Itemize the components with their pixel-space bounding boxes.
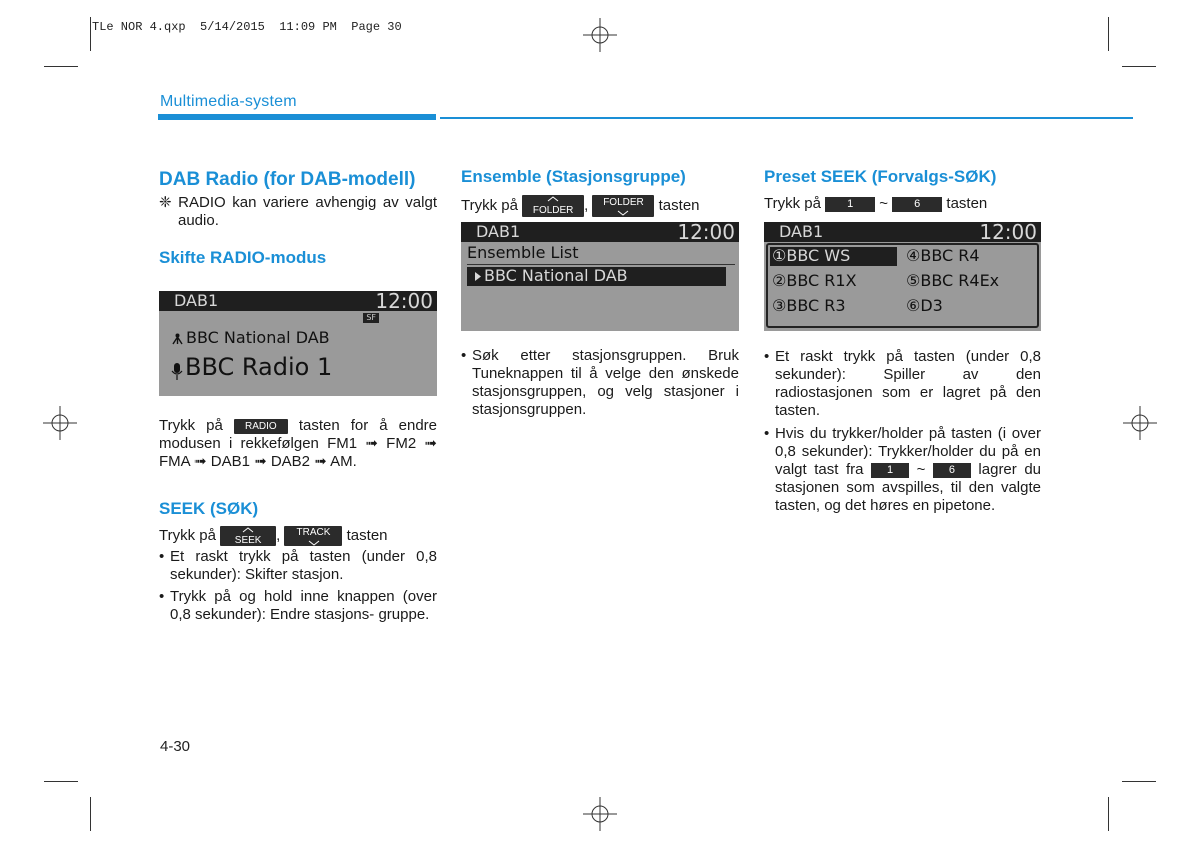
- preset-item[interactable]: ④BBC R4: [906, 246, 980, 265]
- seek-press-pre: Trykk på: [159, 526, 216, 544]
- crop-mark: [44, 781, 78, 782]
- preset-key-1-icon: 1: [825, 197, 875, 212]
- seek-section: [159, 498, 437, 624]
- column-2: [461, 166, 739, 217]
- crop-mark: [1108, 797, 1109, 831]
- preset-key-6-icon: 6: [933, 463, 971, 478]
- seek-press-line: [159, 526, 437, 546]
- chevron-down-icon: [617, 210, 629, 216]
- seek-bullet-2: [159, 588, 437, 624]
- seek-press-post: tasten: [346, 526, 388, 544]
- crop-mark: [90, 17, 91, 51]
- section-header: Multimedia-system: [160, 93, 297, 110]
- header-rule-thin: [440, 117, 1133, 119]
- folder-comma: ,: [584, 196, 589, 214]
- page-title: DAB Radio (for DAB-modell): [159, 169, 416, 190]
- preset-tilde: ~: [879, 195, 889, 212]
- preset-item[interactable]: ③BBC R3: [772, 296, 846, 315]
- preset-bullet-1: • Et raskt trykk på tasten (under 0,8 sekunder): Spiller av den radiostasjonen som er lagret på den tasten.: [764, 348, 1041, 420]
- sf-badge: SF: [363, 313, 379, 323]
- preset-item[interactable]: ⑤BBC R4Ex: [906, 271, 1000, 290]
- crop-mark: [44, 66, 78, 67]
- seek-bullet-1: • Et raskt trykk på tasten (under 0,8 sekunder): Skifter stasjon.: [159, 548, 437, 584]
- crop-mark: [1122, 781, 1156, 782]
- track-key-icon: [284, 526, 342, 546]
- seek-bullet-2-text: Trykk på og hold inne knappen (over 0,8 sekunder): Endre stasjons-: [170, 588, 437, 623]
- ensemble-list-item-selected[interactable]: [467, 267, 726, 286]
- screen-band: DAB1: [174, 291, 219, 310]
- column-1: [159, 169, 437, 269]
- radio-display-screen: [159, 291, 437, 396]
- preset-item[interactable]: ②BBC R1X: [772, 271, 857, 290]
- column-3: [764, 166, 1042, 213]
- folder-up-key-icon: [522, 195, 584, 217]
- preset-key-6-icon: 6: [892, 197, 942, 212]
- preset-screen: [764, 222, 1041, 331]
- seek-key-icon: [220, 526, 276, 546]
- folder-press-line: [461, 195, 739, 217]
- chevron-up-icon: [242, 527, 254, 533]
- list-divider: [467, 264, 735, 265]
- ensemble-list-screen: [461, 222, 739, 331]
- preset-key-1-icon: 1: [871, 463, 909, 478]
- preset-bullet-2-tilde: ~: [916, 461, 926, 478]
- registration-mark-icon: [1123, 406, 1157, 440]
- folder-press-post: tasten: [658, 196, 700, 214]
- preset-bullet-2: [764, 425, 1041, 515]
- ensemble-heading: Ensemble (Stasjonsgruppe): [461, 167, 686, 186]
- screen-time: 12:00: [677, 220, 735, 244]
- registration-mark-icon: [583, 18, 617, 52]
- seek-heading: SEEK (SØK): [159, 499, 259, 518]
- preset-bullets: [764, 348, 1041, 515]
- preset-bullet-2-pre: Hvis du trykker/holder på tasten (i over 0,8 sekunder): Trykker/holder du på en valgt tast fra: [775, 425, 1041, 478]
- screen-band: DAB1: [476, 222, 521, 241]
- page-number: 4-30: [160, 738, 191, 755]
- folder-press-pre: Trykk på: [461, 196, 518, 214]
- preset-item[interactable]: ①BBC WS: [772, 246, 851, 265]
- ensemble-bullets: [461, 347, 739, 419]
- ensemble-bullet-1: • Søk etter stasjonsgruppen. Bruk Tuneknappen til å velge den ønskede stasjonsgruppen, og velg stasjoner i stasjonsgruppen.: [461, 347, 739, 419]
- print-info: TLe NOR 4.qxp 5/14/2015 11:09 PM Page 30: [92, 20, 402, 34]
- radio-key-icon: RADIO: [234, 419, 288, 434]
- radio-note: ❈ RADIO kan variere avhengig av valgt audio.: [159, 194, 437, 229]
- seek-comma: ,: [276, 526, 281, 544]
- triangle-right-icon: [475, 272, 481, 281]
- header-rule-thick: [158, 114, 436, 120]
- screen-time: 12:00: [375, 289, 433, 313]
- seek-key-label: SEEK: [234, 535, 262, 546]
- registration-mark-icon: [43, 406, 77, 440]
- folder-up-label: FOLDER: [532, 205, 574, 216]
- mode-text-post: tasten for å endre modusen i rekkefølgen FM1 ➟ FM2 ➟ FMA ➟ DAB1 ➟ DAB2 ➟ AM.: [159, 417, 438, 470]
- seek-bullet-2-tail: gruppe.: [378, 606, 430, 623]
- crop-mark: [1108, 17, 1109, 51]
- mode-text-pre: Trykk på: [159, 417, 223, 434]
- preset-press-post: tasten: [946, 195, 988, 212]
- chevron-down-icon: [308, 540, 320, 546]
- crop-mark: [1122, 66, 1156, 67]
- preset-press-line: [764, 195, 1042, 213]
- crop-mark: [90, 797, 91, 831]
- preset-item[interactable]: ⑥D3: [906, 296, 943, 315]
- folder-down-key-icon: [592, 195, 654, 217]
- screen-ensemble: BBC National DAB: [186, 328, 330, 347]
- screen-band: DAB1: [779, 222, 824, 241]
- track-key-label: TRACK: [296, 527, 331, 538]
- screen-time: 12:00: [979, 220, 1037, 244]
- microphone-icon: [171, 363, 183, 380]
- registration-mark-icon: [583, 797, 617, 831]
- ensemble-list-item-label: BBC National DAB: [484, 266, 628, 285]
- preset-bullet-2-post: lagrer du stasjonen som avspilles, til den valgte tasten, og det høres en pipetone.: [775, 461, 1042, 514]
- preset-press-pre: Trykk på: [764, 195, 821, 212]
- list-title: Ensemble List: [467, 243, 579, 262]
- chevron-up-icon: [547, 196, 559, 202]
- mode-heading: Skifte RADIO-modus: [159, 248, 327, 267]
- antenna-icon: [171, 332, 184, 345]
- screen-station: BBC Radio 1: [185, 353, 333, 381]
- mode-paragraph: [159, 417, 437, 471]
- folder-down-label: FOLDER: [603, 197, 644, 208]
- preset-heading: Preset SEEK (Forvalgs-SØK): [764, 167, 997, 186]
